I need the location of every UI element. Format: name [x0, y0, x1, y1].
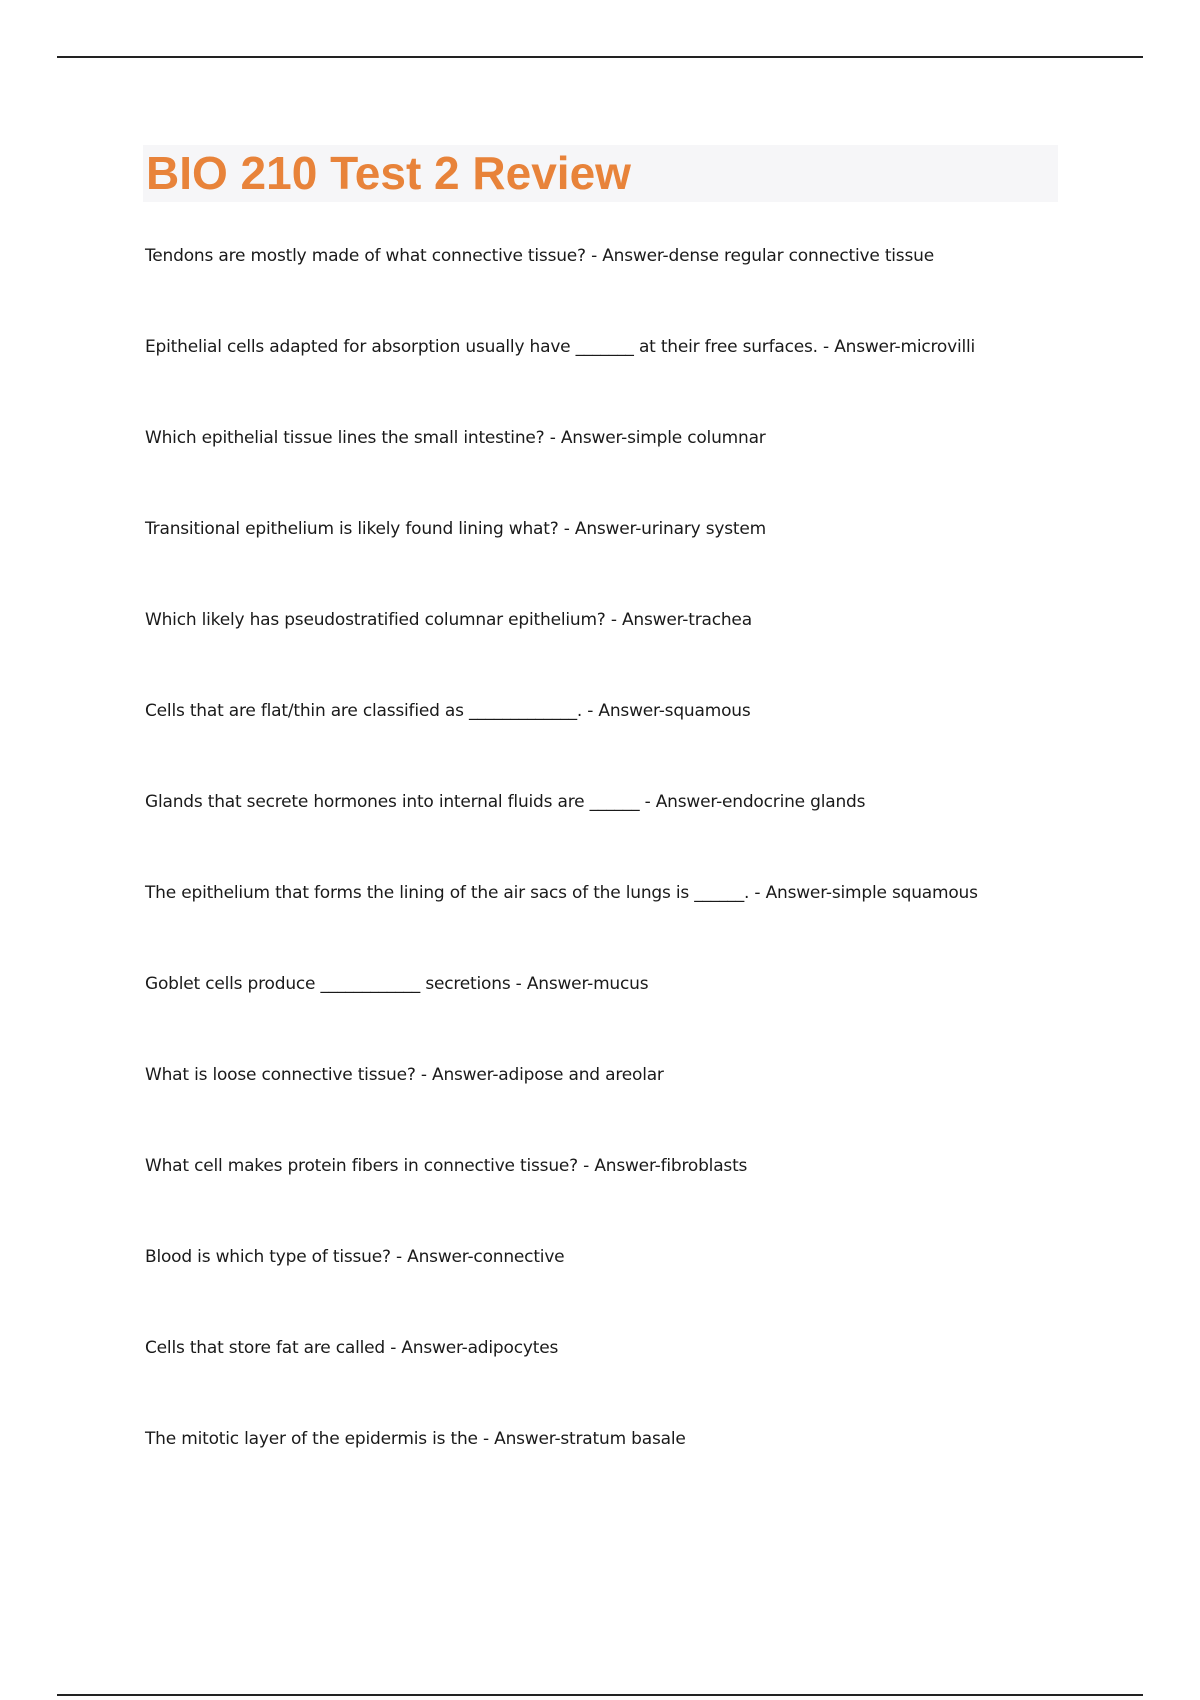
qa-item: Tendons are mostly made of what connective tissue? - Answer-dense regular connective tissue — [145, 246, 934, 266]
qa-item: Transitional epithelium is likely found lining what? - Answer-urinary system — [145, 519, 766, 539]
qa-item: The epithelium that forms the lining of the air sacs of the lungs is ______. - Answer-simple squamous — [145, 883, 978, 903]
qa-item: Which likely has pseudostratified columnar epithelium? - Answer-trachea — [145, 610, 752, 630]
qa-item: Epithelial cells adapted for absorption usually have _______ at their free surfaces. - Answer-microvilli — [145, 337, 976, 357]
qa-item: Which epithelial tissue lines the small intestine? - Answer-simple columnar — [145, 428, 766, 448]
qa-item: Blood is which type of tissue? - Answer-connective — [145, 1247, 565, 1267]
qa-item: Cells that store fat are called - Answer-adipocytes — [145, 1338, 559, 1358]
qa-item: What cell makes protein fibers in connective tissue? - Answer-fibroblasts — [145, 1156, 748, 1176]
bottom-rule — [57, 1694, 1143, 1696]
page-title: BIO 210 Test 2 Review — [146, 147, 631, 199]
qa-item: Goblet cells produce ____________ secretions - Answer-mucus — [145, 974, 649, 994]
qa-item: Cells that are flat/thin are classified as _____________. - Answer-squamous — [145, 701, 751, 721]
qa-item: What is loose connective tissue? - Answer-adipose and areolar — [145, 1065, 664, 1085]
qa-list — [145, 244, 1065, 1518]
qa-item: Glands that secrete hormones into internal fluids are ______ - Answer-endocrine glands — [145, 792, 866, 812]
top-rule — [57, 56, 1143, 58]
qa-item: The mitotic layer of the epidermis is the - Answer-stratum basale — [145, 1429, 686, 1449]
